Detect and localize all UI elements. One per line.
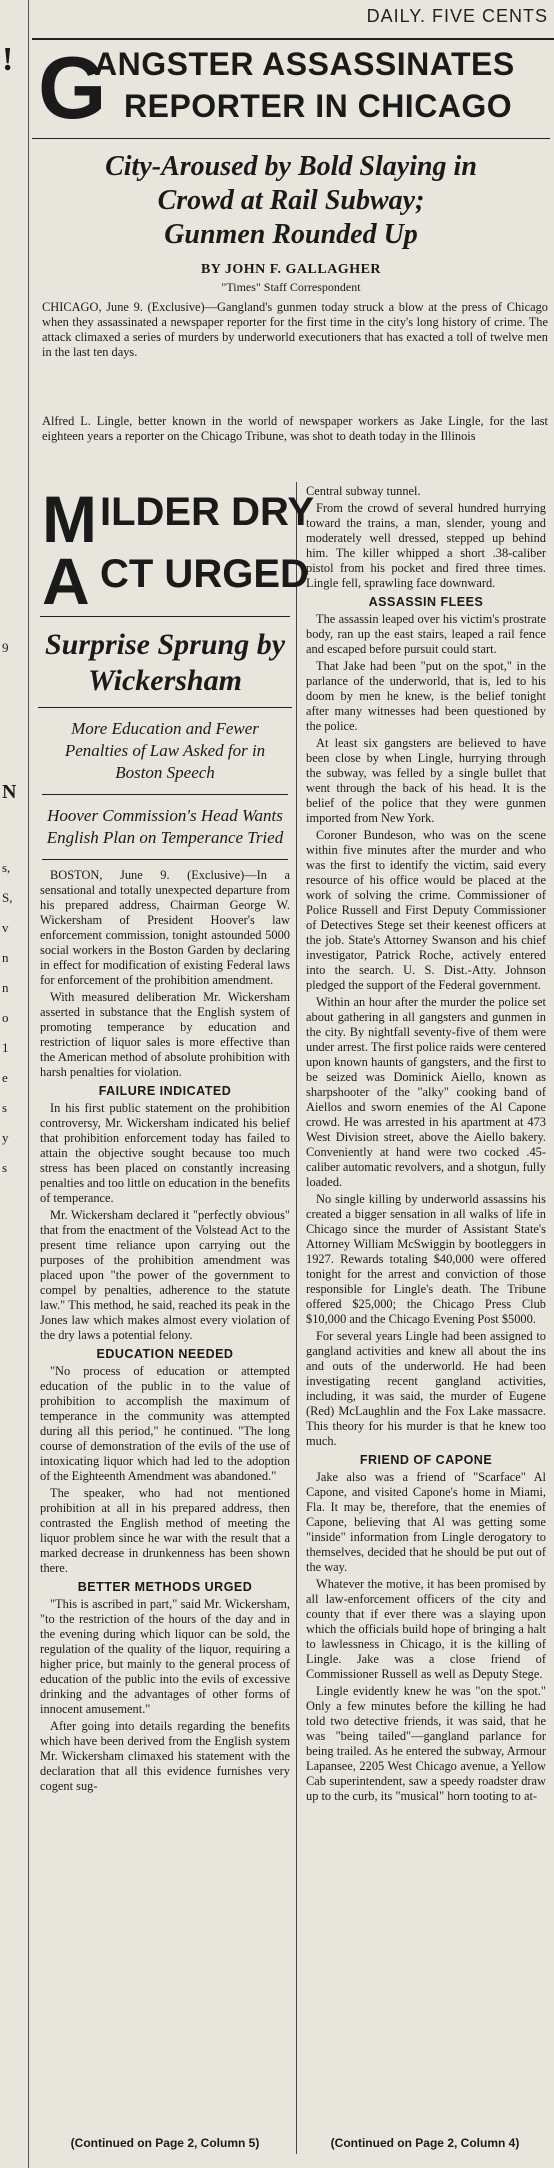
paragraph: The speaker, who had not mentioned prohibition at all in his prepared address, then contrasted the English method of meeting the liquor problem since he war with the result that a marked decrease in drunkenness has been shown there. xyxy=(40,1486,290,1575)
sidebar-subdeck: More Education and Fewer Penalties of Law Asked for in Boston Speech xyxy=(42,718,288,795)
paragraph: Mr. Wickersham declared it "perfectly obvious" that from the enactment of the Volstead Act to the present time reliance upon carrying out the purposes of the prohibition amendment was placed upon "the power of the government to compel by penalties, adherence to the statute law." This method, he said, reached its peak in the Jones law which makes almost every violation of the dry laws a potential felony. xyxy=(40,1208,290,1342)
main-story-body xyxy=(306,484,546,1804)
price-label: DAILY. FIVE CENTS xyxy=(366,6,548,26)
lead-paragraph: Alfred L. Lingle, better known in the world of newspaper workers as Jake Lingle, for the last eighteen years a reporter on the Chicago Tribune, was shot to death today in the Illinois xyxy=(42,414,548,443)
fragment: N xyxy=(2,781,17,803)
sidebar-cap-1: M xyxy=(42,482,97,556)
subheading: FAILURE INDICATED xyxy=(98,1084,232,1098)
headline-line-2: REPORTER IN CHICAGO xyxy=(124,88,513,124)
adjacent-column-fragment xyxy=(0,0,29,2168)
paragraph: Whatever the motive, it has been promised by all law-enforcement officers of the city and county that if ever there was a slaying upon which the officials build hope of bringing a halt to lawlessness in Chicago, it is the killing of Lingle. Jake was a close friend of Commissioner Russell as well as Deputy Stege. xyxy=(306,1577,546,1681)
sidebar-headline-line-1: ILDER DRY xyxy=(100,490,315,534)
paragraph: No single killing by underworld assassins his created a bigger sensation in all walks of life in Chicago since the murder of Assistant State's Attorney William McSwiggin by bootleggers in 1927. Rewards totaling $40,000 were offered tonight for the arrest and conviction of those responsible for Lingle's death. The Tribune offered $25,000; the Chicago Press Club $10,000 and the Chicago Evening Post $5000. xyxy=(306,1192,546,1326)
fragment: ! xyxy=(2,41,14,78)
sidebar-story xyxy=(34,482,315,2154)
paragraph: Within an hour after the murder the police set about gathering in all gangsters and gunmen in the city. By nightfall seventy-five of them were under arrest. The first police raids were centered upon known haunts of gangsters, and the first to be seized was Dominick Aiello, known as sharpshooter of the "alky" cooking band of Aiellos and sworn enemies of the Al Capone crowd. He was arrested in his apartment at 473 West Division street, above the Aiello bakery. Conveniently at hand were two cocked .45-caliber automatic revolvers, and a shotgun, fully loaded. xyxy=(306,995,546,1189)
paragraph: Central subway tunnel. xyxy=(306,484,421,498)
sidebar-body xyxy=(40,868,290,1794)
headline-line-1: ANGSTER ASSASSINATES xyxy=(94,46,515,82)
fragment: o xyxy=(2,1010,9,1025)
paragraph: BOSTON, June 9. (Exclusive)—In a sensational and totally unexpected departure from his prepared address, Chairman George W. Wickersham of President Hoover's law enforcement commission, tonight astounded 5000 social workers in the Boston Garden by declaring in effect for modification of existing Federal laws for enforcement of the prohibition amendment. xyxy=(40,868,290,987)
paragraph: The assassin leaped over his victim's prostrate body, ran up the east stairs, leaped a rail fence and escaped before pursuit could start. xyxy=(306,612,546,656)
subheading: ASSASSIN FLEES xyxy=(368,595,484,609)
fragment: 9 xyxy=(2,640,9,655)
paragraph: Lingle evidently knew he was "on the spot." Only a few minutes before the killing he had told two detective friends, it was said, that he was "being tailed"—gangland parlance for being trailed. As he entered the subway, Armour Lapansee, 2205 West Chicago avenue, a Yellow Cab superintendent, saw a speedy roadster draw up to the curb, its "musical" horn tooting to at- xyxy=(306,1684,546,1803)
paragraph: Coroner Bundeson, who was on the scene within five minutes after the murder and who was the first to identify the victim, said every resource of his office would be placed at the work of solving the crime. Commissioner of Police Russell and First Deputy Commissioner of Detectives Stege set their keenest officers at the job. State's Attorney Swanson and his chief investigator, Patrick Roche, actively entered into the search. U. S. Dist.-Atty. Johnson pledged the support of the Federal government. xyxy=(306,828,546,992)
sidebar-headline-line-2: CT URGED xyxy=(100,552,309,596)
fragment: s xyxy=(2,1100,8,1115)
main-headline xyxy=(32,38,550,139)
fragment: v xyxy=(2,920,9,935)
fragment: y xyxy=(2,1130,9,1145)
paragraph: With measured deliberation Mr. Wickersham asserted in substance that the English system of promoting temperance by education and restriction of liquor sales is more effective than the American method of absolute prohibition with harsh penalties for violation. xyxy=(40,990,290,1079)
deck-line: Crowd at Rail Subway; xyxy=(157,185,425,216)
continued-note: (Continued on Page 2, Column 5) xyxy=(70,2136,260,2150)
fragment: s, xyxy=(2,860,11,875)
sidebar-deck: Surprise Sprung by Wickersham xyxy=(38,627,292,708)
sidebar-cap-2: A xyxy=(42,544,90,618)
deck-line: City-Aroused by Bold Slaying in xyxy=(105,151,477,182)
fragment: e xyxy=(2,1070,8,1085)
main-story-continuation xyxy=(300,482,550,2154)
subheading: BETTER METHODS URGED xyxy=(77,1580,253,1594)
fragment: 1 xyxy=(2,1040,9,1055)
deck-line: Gunmen Rounded Up xyxy=(164,219,418,250)
sidebar-subdeck: Hoover Commission's Head Wants English Plan on Temperance Tried xyxy=(42,805,288,860)
fragment: n xyxy=(2,950,9,965)
masthead-strip xyxy=(32,0,554,40)
headline-dropcap: G xyxy=(38,38,107,137)
subheading: EDUCATION NEEDED xyxy=(96,1347,234,1361)
paragraph: For several years Lingle had been assigned to gangland activities and knew all about the ins and outs of the underworld. He had been investigating recent gangland activities, including, it was said, the murder of Eugene (Red) McLaughlin and the Fox Lake massacre. This theory for his murder is that he knew too much. xyxy=(306,1329,546,1448)
fragment: n xyxy=(2,980,9,995)
paragraph: That Jake had been "put on the spot," in the parlance of the underworld, that is, led to his doom by men he knew, is the belief tonight after many witnesses had been questioned by the police. xyxy=(306,659,546,733)
paragraph: At least six gangsters are believed to have been close by when Lingle, hurrying through the subway, was felled by a single bullet that went through the back of his head. It is the belief of the police that they were gunmen imported from New York. xyxy=(306,736,546,825)
fragment: s xyxy=(2,1160,8,1175)
byline: BY JOHN F. GALLAGHER xyxy=(200,262,382,277)
subheading: FRIEND OF CAPONE xyxy=(359,1453,493,1467)
paragraph: "No process of education or attempted education of the public in to the value of prohibition to accomplish the maximum of temperance in the community was attempted during all this period," he continued. "The long course of demonstration of the evils of the use of intoxicating liquor which had led to the adoption of the Eighteenth Amendment was abandoned." xyxy=(40,1364,290,1483)
fragment: S, xyxy=(2,890,13,905)
paragraph: Jake also was a friend of "Scarface" Al Capone, and visited Capone's home in Miami, Fla. It may be, therefore, that the enemies of Capone, believing that Al was getting some "inside" information from Lingle derogatory to themselves, decided that he should be put out of the way. xyxy=(306,1470,546,1574)
paragraph: After going into details regarding the benefits which have been derived from the English system Mr. Wickersham climaxed his statement with the declaration that all this evidence furnishes very cogent sug- xyxy=(40,1719,290,1793)
headline-deck xyxy=(32,150,550,252)
byline-title: "Times" Staff Correspondent xyxy=(221,280,361,294)
continued-note: (Continued on Page 2, Column 4) xyxy=(330,2136,520,2150)
paragraph: From the crowd of several hundred hurrying toward the trains, a man, slender, young and moderately well dressed, stepped up behind him. The killer whipped a short .38-caliber pistol from his pocket and fired three times. Lingle fell, sprawling face downward. xyxy=(306,501,546,590)
sidebar-headline xyxy=(40,482,315,618)
lead-paragraph: CHICAGO, June 9. (Exclusive)—Gangland's gunmen today struck a blow at the press of Chicago when they assassinated a newspaper reporter for the first time in the city's long history of crime. The attack climaxed a series of murders by underworld executioners that has exacted a toll of twelve men in the last ten days. xyxy=(42,300,548,359)
paragraph: In his first public statement on the prohibition controversy, Mr. Wickersham indicated his belief that prohibition enforcement today has failed to attain the objective sought because too much stress has been placed on constantly increasing penalties and too little on education in the benefits of temperance. xyxy=(40,1101,290,1205)
paragraph: "This is ascribed in part," said Mr. Wickersham, "to the restriction of the hours of the day and in the evening during which liquor can be sold, the regulation of the quality of the liquor, requiring a higher price, but mainly to the general process of education of the public into the evils of excessive drinking and the advantages of other forms of innocent amusement." xyxy=(40,1597,290,1716)
